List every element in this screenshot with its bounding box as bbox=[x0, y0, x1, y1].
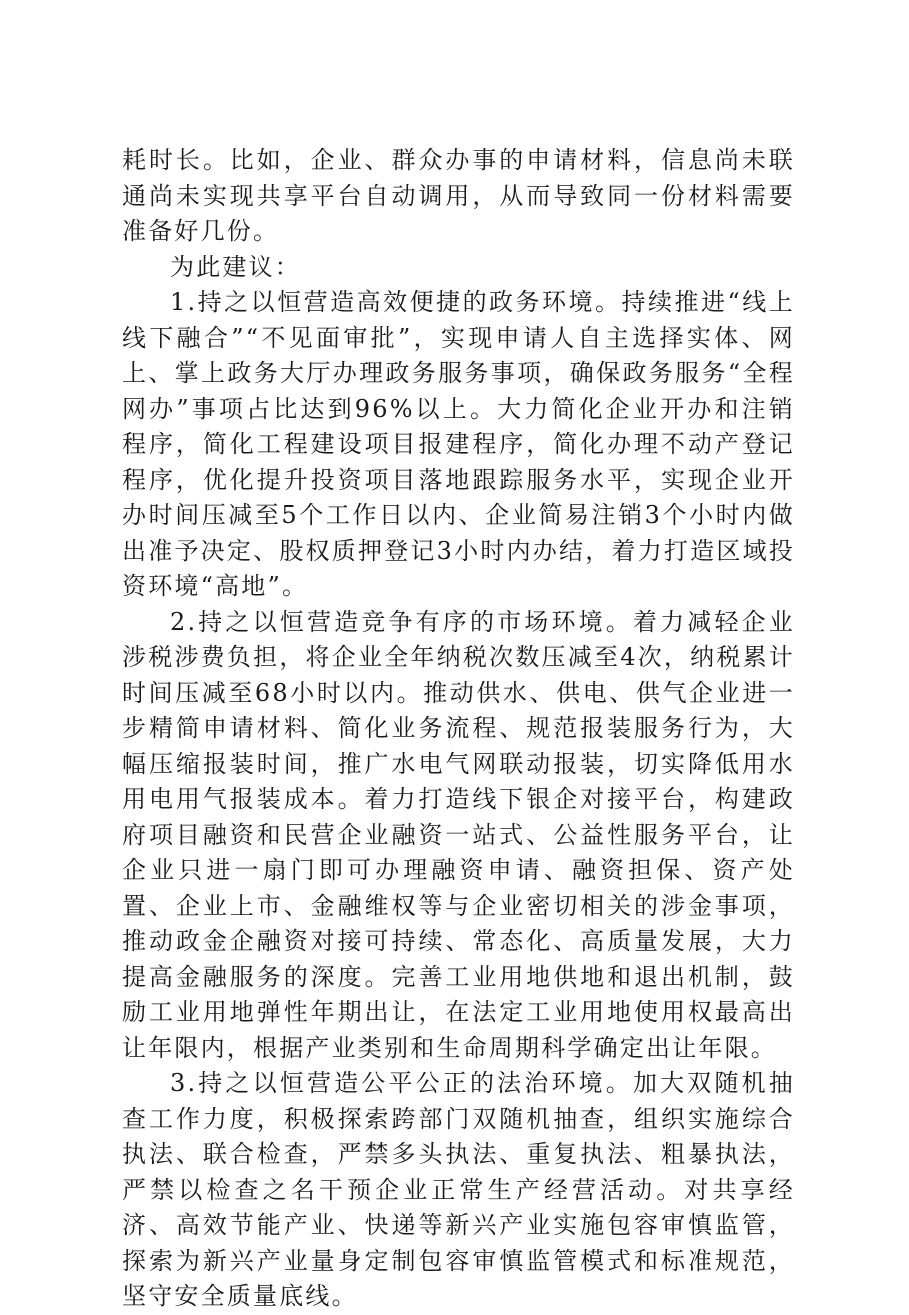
paragraph-legal-environment: 3.持之以恒营造公平公正的法治环境。加大双随机抽查工作力度，积极探索跨部门双随机抽查，组织实施综合执法、联合检查，严禁多头执法、重复执法、粗暴执法，严禁以检查之名干预企业正常生产经营活动。对共享经济、高效节能产业、快递等新兴产业实施包容审慎监管，探索为新兴产业量身定制包容审慎监管模式和标准规范，坚守安全质量底线。 bbox=[122, 1069, 795, 1310]
paragraph-market-environment: 2.持之以恒营造竞争有序的市场环境。着力减轻企业涉税涉费负担，将企业全年纳税次数压减至4次，纳税累计时间压减至68小时以内。推动供水、供电、供气企业进一步精简申请材料、简化业务流程、规范报装服务行为，大幅压缩报装时间，推广水电气网联动报装，切实降低用水用电用气报装成本。着力打造线下银企对接平台，构建政府项目融资和民营企业融资一站式、公益性服务平台，让企业只进一扇门即可办理融资申请、融资担保、资产处置、企业上市、金融维权等与企业密切相关的涉金事项，推动政金企融资对接可持续、常态化、高质量发展，大力提高金融服务的深度。完善工业用地供地和退出机制，鼓励工业用地弹性年期出让，在法定工业用地使用权最高出让年限内，根据产业类别和生命周期科学确定出让年限。 bbox=[122, 607, 795, 1062]
paragraph-government-environment: 1.持之以恒营造高效便捷的政务环境。持续推进“线上线下融合”“不见面审批”，实现申请人自主选择实体、网上、掌上政务大厅办理政务服务事项，确保政务服务“全程网办”事项占比达到96%以上。大力简化企业开办和注销程序，简化工程建设项目报建程序，简化办理不动产登记程序，优化提升投资项目落地跟踪服务水平，实现企业开办时间压减至5个工作日以内、企业简易注销3个小时内做出准予决定、股权质押登记3小时内办结，着力打造区域投资环境“高地”。 bbox=[122, 288, 795, 600]
paragraph-suggestion-intro: 为此建议： bbox=[170, 252, 301, 281]
document-page bbox=[122, 143, 795, 1315]
paragraph-continuation: 耗时长。比如，企业、群众办事的申请材料，信息尚未联通尚未实现共享平台自动调用，从而导致同一份材料需要准备好几份。 bbox=[122, 146, 795, 245]
